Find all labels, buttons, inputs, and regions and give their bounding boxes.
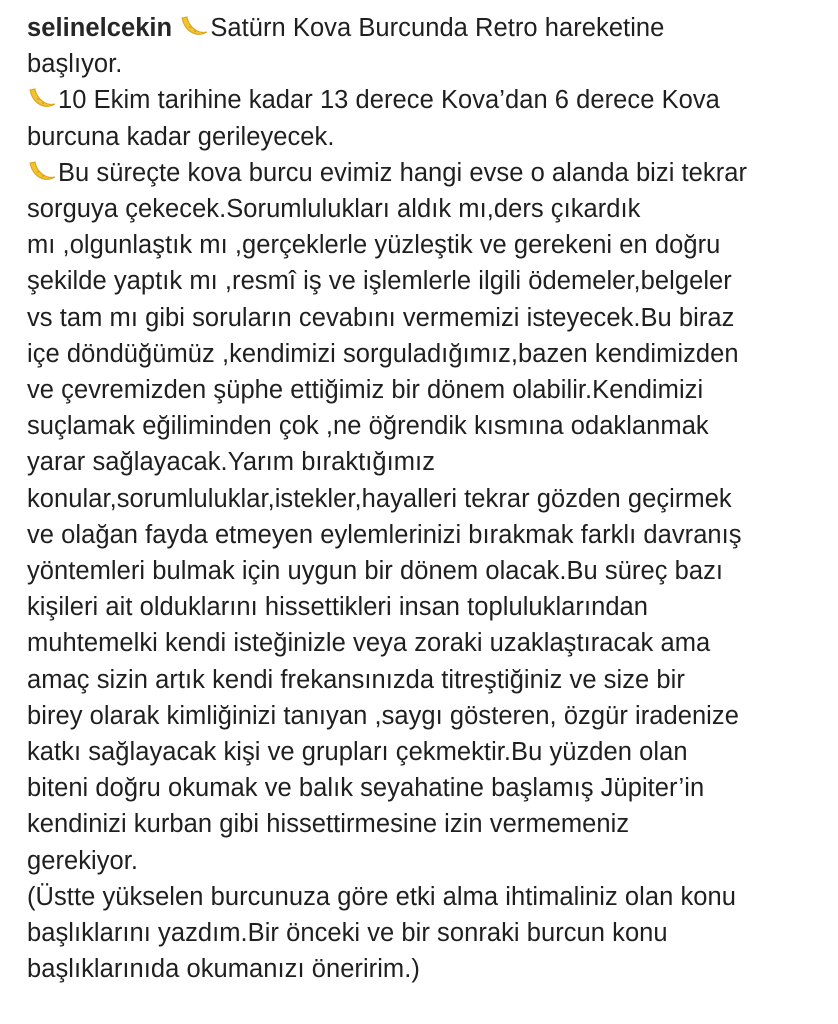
caption-line: amaç sizin artık kendi frekansınızda titreştiğiniz ve size bir — [27, 665, 685, 694]
caption-line — [27, 82, 827, 118]
caption-line: muhtemelki kendi isteğinizle veya zoraki uzaklaştıracak ama — [27, 629, 711, 658]
caption-line: başlıklarınıda okumanızı öneririm.) — [27, 955, 420, 984]
caption-line: vs tam mı gibi soruların cevabını vermemizi isteyecek.Bu biraz — [27, 303, 735, 332]
caption-line: (Üstte yükselen burcunuza göre etki alma ihtimaliniz olan konu — [27, 882, 736, 911]
caption-text: Satürn Kova Burcunda Retro hareketine — [210, 14, 665, 42]
crescent-moon-icon — [179, 14, 209, 40]
caption-line: başlıklarını yazdım.Bir önceki ve bir sonraki burcun konu — [27, 919, 668, 948]
caption-line: ve çevremizden şüphe ettiğimiz bir dönem olabilir.Kendimizi — [27, 376, 704, 405]
crescent-moon-icon — [27, 159, 57, 185]
caption-line: sorguya çekecek.Sorumlulukları aldık mı,ders çıkardık — [27, 195, 641, 224]
caption-text: 10 Ekim tarihine kadar 13 derece Kova’dan 6 derece Kova — [58, 86, 720, 115]
caption-line: suçlamak eğiliminden çok ,ne öğrendik kısmına odaklanmak — [27, 412, 709, 441]
caption-line: konular,sorumluluklar,istekler,hayalleri tekrar gözden geçirmek — [27, 484, 732, 513]
caption-line — [27, 10, 827, 46]
caption-line: şekilde yaptık mı ,resmî iş ve işlemlerle ilgili ödemeler,belgeler — [27, 267, 732, 296]
caption-line: burcuna kadar gerileyecek. — [27, 122, 335, 151]
caption-line: kendinizi kurban gibi hissettirmesine izin vermemeniz — [27, 810, 630, 839]
caption-line: katkı sağlayacak kişi ve grupları çekmektir.Bu yüzden olan — [27, 738, 688, 767]
username-link[interactable]: selinelcekin — [27, 14, 173, 42]
caption-line: birey olarak kimliğinizi tanıyan ,saygı gösteren, özgür iradenize — [27, 701, 739, 730]
crescent-moon-icon — [27, 86, 57, 112]
caption-line: ve olağan fayda etmeyen eylemlerinizi bırakmak farklı davranış — [27, 520, 742, 549]
caption-line: yarar sağlayacak.Yarım bıraktığımız — [27, 448, 435, 477]
post-caption — [27, 10, 827, 987]
caption-text: Bu süreçte kova burcu evimiz hangi evse o alanda bizi tekrar — [58, 158, 748, 187]
caption-line: içe döndüğümüz ,kendimizi sorguladığımız,bazen kendimizden — [27, 339, 739, 368]
caption-line — [27, 155, 827, 191]
caption-line: gerekiyor. — [27, 846, 139, 875]
caption-line: yöntemleri bulmak için uygun bir dönem olacak.Bu süreç bazı — [27, 557, 724, 586]
caption-line: kişileri ait olduklarını hissettikleri insan topluluklarından — [27, 593, 649, 622]
caption-line: biteni doğru okumak ve balık seyahatine başlamış Jüpiter’in — [27, 774, 705, 803]
caption-line: başlıyor. — [27, 50, 123, 79]
caption-line: mı ,olgunlaştık mı ,gerçeklerle yüzleştik ve gerekeni en doğru — [27, 231, 721, 260]
